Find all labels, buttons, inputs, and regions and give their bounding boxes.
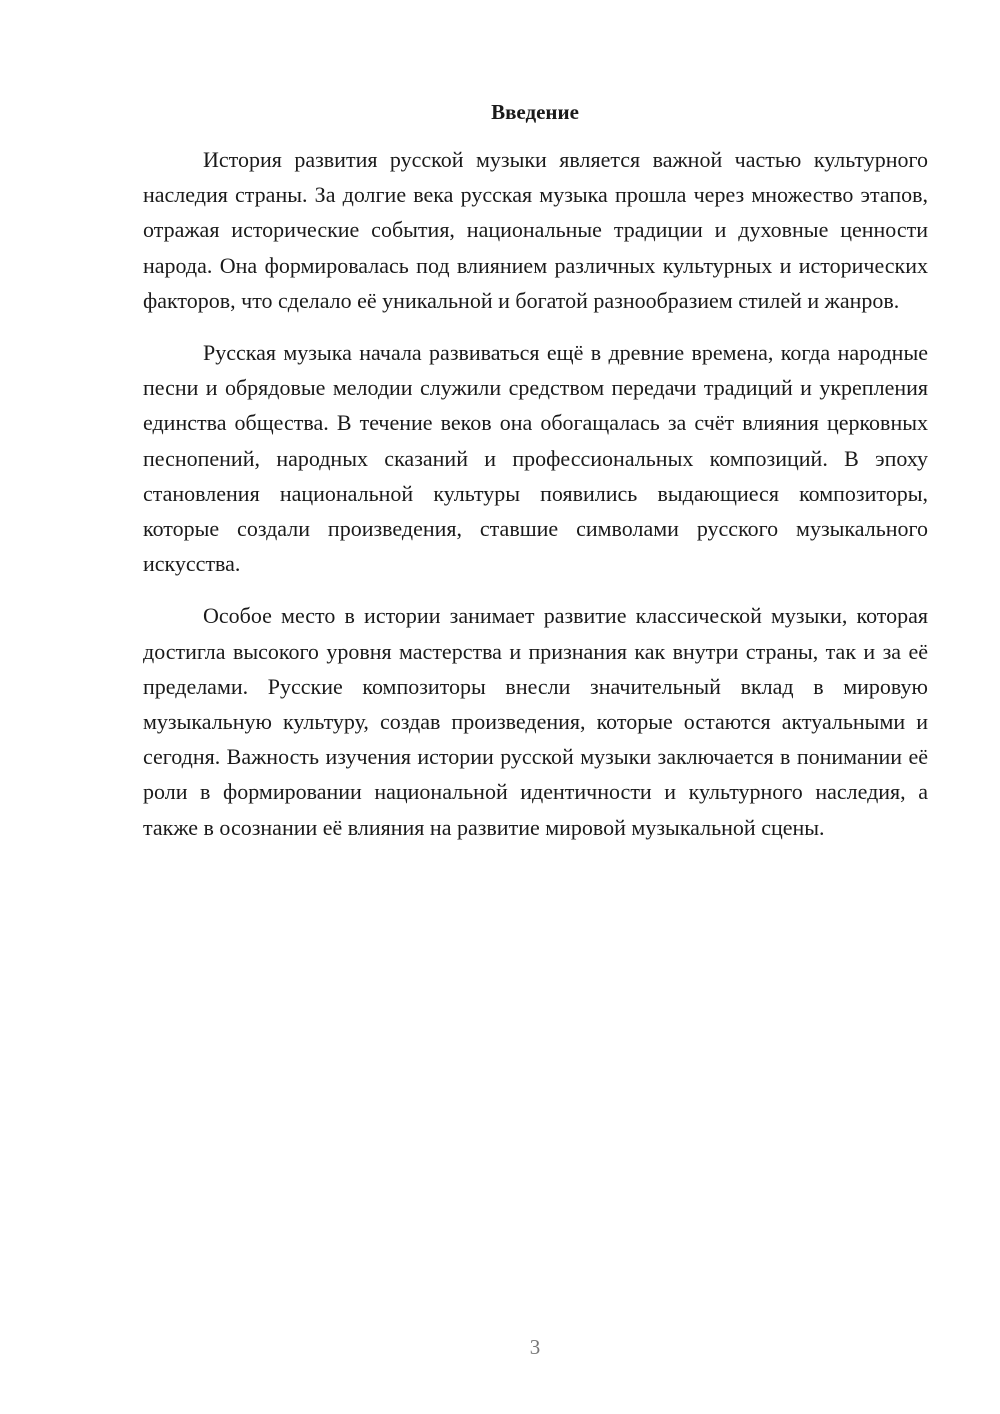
section-heading: Введение: [491, 100, 579, 124]
page-number: 3: [529, 1335, 541, 1359]
paragraph-1: История развития русской музыки является важной частью культурного наследия страны. За долгие века русская музыка прошла через множество этапов, отражая исторические события, национальные традиции и духовные ценности народа. Она формировалась под влиянием различных культурных и исторических факторов, что сделало её уникальной и богатой разнообразием стилей и жанров.: [143, 147, 928, 313]
paragraph-2: Русская музыка начала развиваться ещё в древние времена, когда народные песни и обрядовые мелодии служили средством передачи традиций и укрепления единства общества. В течение веков она обогащалась за счёт влияния церковных песнопений, народных сказаний и профессиональных композиций. В эпоху становления национальной культуры появились выдающиеся композиторы, которые создали произведения, ставшие символами русского музыкального искусства.: [143, 340, 928, 577]
paragraph-3: Особое место в истории занимает развитие классической музыки, которая достигла высокого уровня мастерства и признания как внутри страны, так и за её пределами. Русские композиторы внесли значительный вклад в мировую музыкальную культуру, создав произведения, которые остаются актуальными и сегодня. Важность изучения истории русской музыки заключается в понимании её роли в формировании национальной идентичности и культурного наследия, а также в осознании её влияния на развитие мировой музыкальной сцены.: [143, 603, 928, 840]
body-text: [143, 142, 928, 862]
